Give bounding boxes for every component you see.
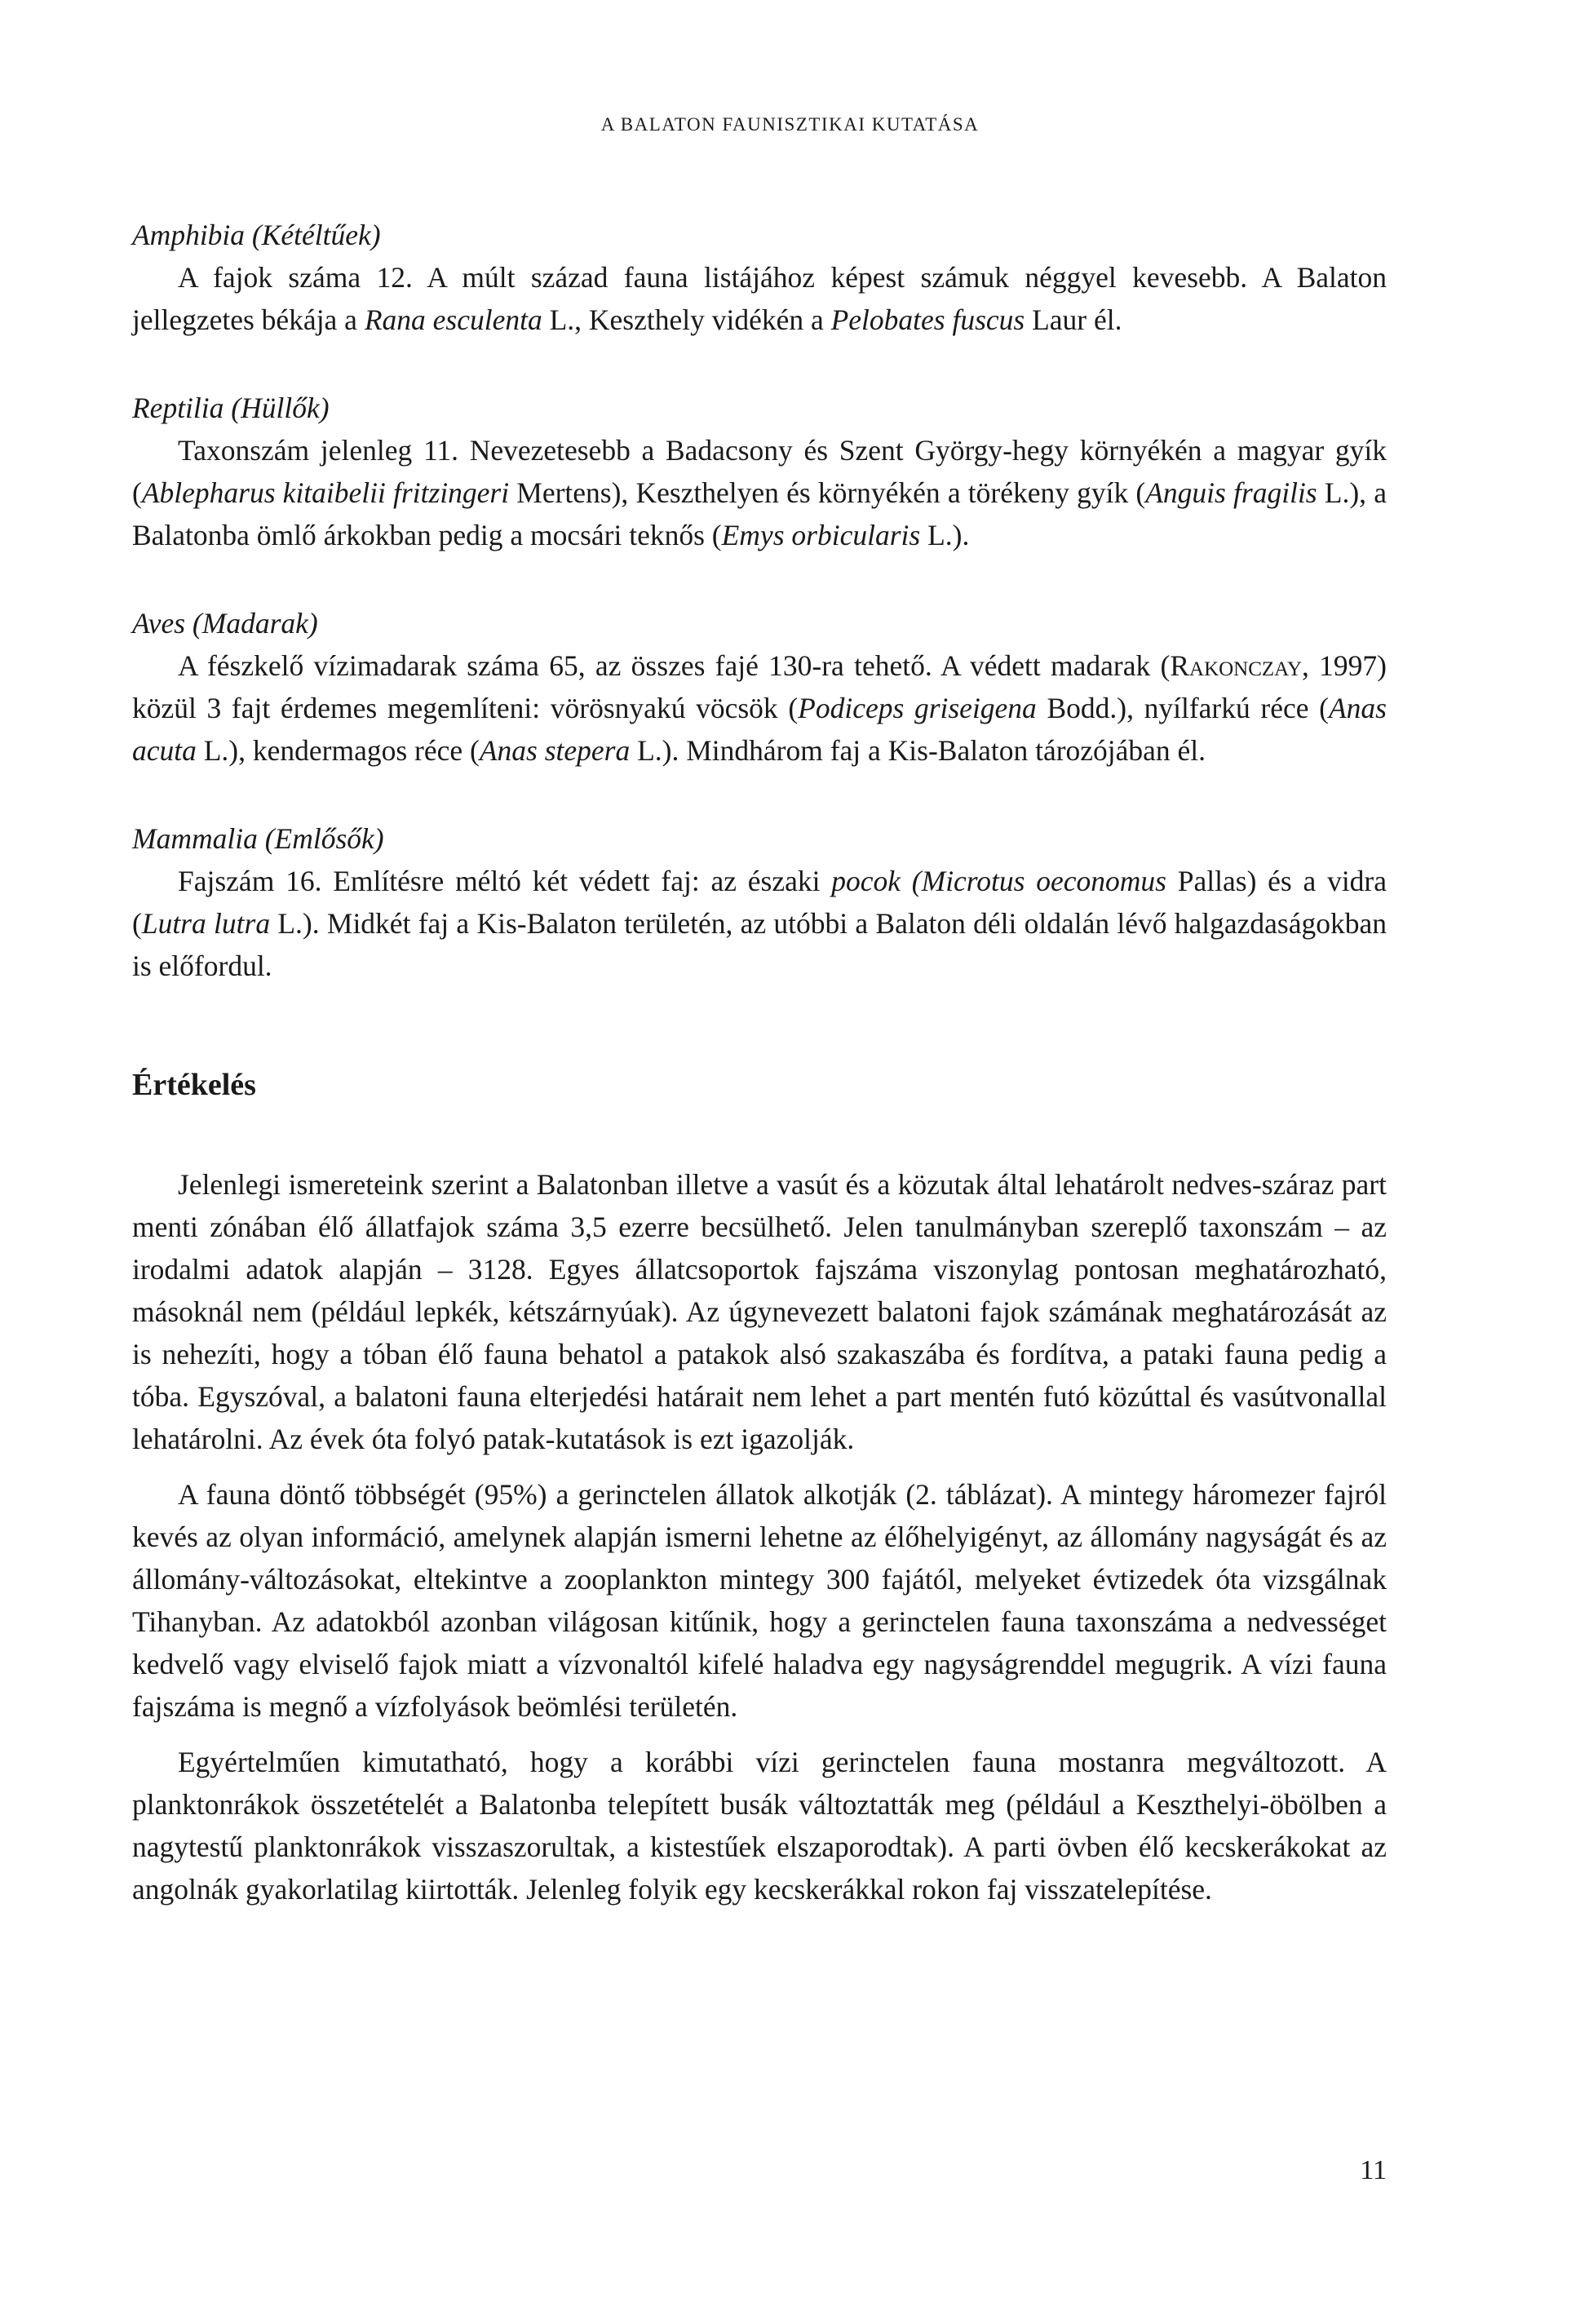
text-run: A fészkelő vízimadarak száma 65, az összes fajé 130-ra tehető. A védett madarak ( bbox=[178, 649, 1171, 682]
section-mammalia bbox=[132, 817, 1387, 987]
text-run: L.), kendermagos réce ( bbox=[196, 734, 480, 767]
text-run: Fajszám 16. Említésre méltó két védett faj: az északi bbox=[178, 865, 832, 897]
species-name: Anas acuta bbox=[132, 692, 1387, 767]
paragraph-amphibia bbox=[132, 256, 1387, 341]
species-name: Pelobates fuscus bbox=[830, 303, 1025, 336]
text-run: , 1997) közül 3 fajt érdemes megemlíteni: vörösnyakú vöcsök ( bbox=[132, 649, 1387, 724]
text-run: L.). bbox=[920, 519, 970, 551]
page-number: 11 bbox=[1360, 2155, 1387, 2185]
text-run: Pallas) és a vidra ( bbox=[132, 865, 1387, 940]
section-title-mammalia: Mammalia (Emlősők) bbox=[132, 822, 384, 855]
species-name: Ablepharus kitaibelii fritzingeri bbox=[141, 476, 510, 509]
running-head: A BALATON FAUNISZTIKAI KUTATÁSA bbox=[600, 114, 980, 135]
text-run: L.). Mindhárom faj a Kis-Balaton tározójában él. bbox=[630, 734, 1206, 767]
paragraph-evaluation-2: A fauna döntő többségét (95%) a gerinctelen állatok alkotják (2. táblázat). A mintegy háromezer fajról kevés az olyan információ, amelynek alapján ismerni lehetne az élőhelyigényt, az állomány nagyságát és az állomány-változásokat, eltekintve a zooplankton mintegy 300 fajától, melyeket évtizedek óta vizsgálnak Tihanyban. Az adatokból azonban világosan kitűnik, hogy a gerinctelen fauna taxonszáma a nedvességet kedvelő vagy elviselő fajok miatt a vízvonaltól kifelé haladva egy nagyságrenddel megugrik. A vízi fauna fajszáma is megnő a vízfolyások beömlési területén. bbox=[132, 1478, 1387, 1723]
text-run: L.), a Balatonba ömlő árkokban pedig a mocsári teknős ( bbox=[132, 476, 1387, 551]
species-name: Rana esculenta bbox=[364, 303, 542, 336]
text-run: L.). Midkét faj a Kis-Balaton területén, az utóbbi a Balaton déli oldalán lévő halgazdaságokban is előfordul. bbox=[132, 907, 1387, 982]
species-name: Anas stepera bbox=[479, 734, 631, 767]
section-aves bbox=[132, 602, 1387, 772]
section-heading-evaluation: Értékelés bbox=[132, 1068, 256, 1102]
text-run: L., Keszthely vidékén a bbox=[542, 303, 831, 336]
text-run: A fajok száma 12. A múlt század fauna listájához képest számuk néggyel kevesebb. A Balaton jellegzetes békája a bbox=[132, 261, 1387, 336]
paragraph-evaluation-1: Jelenlegi ismereteink szerint a Balatonban illetve a vasút és a közutak által lehatárolt nedves-száraz part menti zónában élő állatfajok száma 3,5 ezerre becsülhető. Jelen tanulmányban szereplő taxonszám – az irodalmi adatok alapján – 3128. Egyes állatcsoportok fajszáma viszonylag pontosan meghatározható, másoknál nem (például lepkék, kétszárnyúak). Az úgynevezett balatoni fajok számának meghatározását az is nehezíti, hogy a tóban élő fauna behatol a patakok alsó szakaszába és fordítva, a pataki fauna pedig a tóba. Egyszóval, a balatoni fauna elterjedési határait nem lehet a part mentén futó közúttal és vasútvonallal lehatárolni. Az évek óta folyó patak-kutatások is ezt igazolják. bbox=[132, 1168, 1387, 1455]
text-run: Laur él. bbox=[1025, 303, 1122, 336]
paragraph-evaluation-3: Egyértelműen kimutatható, hogy a korábbi vízi gerinctelen fauna mostanra megváltozott. A planktonrákok összetételét a Balatonba telepített busák változtatták meg (például a Keszthelyi-öbölben a nagytestű planktonrákok visszaszorultak, a kistestűek elszaporodtak). A parti övben élő kecskerákokat az angolnák gyakorlatilag kiirtották. Jelenleg folyik egy kecskerákkal rokon faj visszatelepítése. bbox=[132, 1746, 1387, 1906]
text-run: Taxonszám jelenleg 11. Nevezetesebb a Badacsony és Szent György-hegy környékén a magyar gyík ( bbox=[132, 434, 1387, 509]
text-run: Mertens), Keszthelyen és környékén a törékeny gyík ( bbox=[509, 476, 1146, 509]
paragraph-mammalia bbox=[132, 860, 1387, 987]
species-name: pocok (Microtus oeconomus bbox=[831, 865, 1166, 897]
paragraph-reptilia bbox=[132, 429, 1387, 556]
section-reptilia bbox=[132, 387, 1387, 556]
section-title-amphibia: Amphibia (Kétéltűek) bbox=[132, 219, 381, 251]
page-content bbox=[132, 214, 1387, 1923]
paragraph-aves bbox=[132, 644, 1387, 772]
species-name: Lutra lutra bbox=[141, 907, 271, 940]
text-run: Bodd.), nyílfarkú réce ( bbox=[1036, 692, 1329, 724]
section-title-reptilia: Reptilia (Hüllők) bbox=[132, 392, 330, 424]
species-name: Anguis fragilis bbox=[1145, 476, 1317, 509]
species-name: Emys orbicularis bbox=[721, 519, 921, 551]
species-name: Podiceps griseigena bbox=[798, 692, 1037, 724]
section-title-aves: Aves (Madarak) bbox=[132, 607, 318, 640]
author-name: Rakonczay bbox=[1170, 649, 1302, 682]
section-amphibia bbox=[132, 214, 1387, 341]
